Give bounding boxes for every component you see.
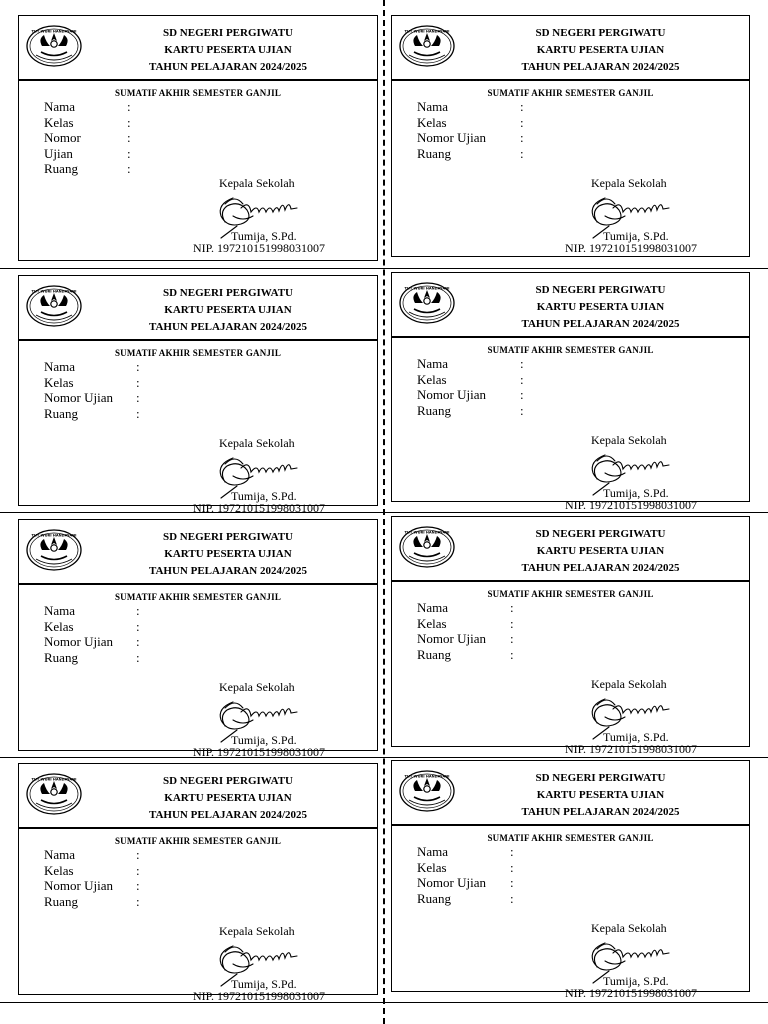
card-title: KARTU PESERTA UJIAN — [164, 44, 292, 56]
school-logo — [26, 285, 82, 327]
card-title: KARTU PESERTA UJIAN — [536, 301, 665, 313]
field-row — [44, 359, 140, 375]
field-label: Kelas — [44, 618, 74, 634]
principal-title: Kepala Sekolah — [591, 433, 667, 447]
participant-fields — [417, 600, 514, 662]
field-label: Ruang — [417, 402, 451, 418]
field-colon: : — [510, 875, 514, 890]
card-title: KARTU PESERTA UJIAN — [536, 44, 665, 56]
field-colon: : — [520, 114, 524, 130]
field-colon: : — [127, 130, 131, 145]
exam-card — [391, 15, 750, 257]
school-name: SD NEGERI PERGIWATU — [163, 775, 293, 787]
card-header — [19, 276, 377, 341]
field-label: Kelas — [417, 114, 447, 130]
field-label: Ruang — [417, 646, 451, 662]
logo-motto: TUT WURI HANDAYANI — [31, 29, 77, 34]
participant-fields — [44, 603, 140, 665]
field-row — [417, 875, 514, 891]
field-colon: : — [510, 859, 514, 875]
school-year: TAHUN PELAJARAN 2024/2025 — [148, 321, 308, 333]
principal-nip: NIP. 197210151998031007 — [565, 742, 698, 756]
field-label: Nama — [417, 600, 449, 615]
school-year: TAHUN PELAJARAN 2024/2025 — [148, 809, 308, 821]
field-label: Nomor — [44, 130, 81, 145]
field-colon: : — [136, 359, 140, 374]
exam-title: SUMATIF AKHIR SEMESTER GANJIL — [487, 589, 654, 599]
principal-nip: NIP. 197210151998031007 — [565, 986, 698, 1000]
field-colon: : — [520, 130, 524, 145]
field-row — [417, 600, 514, 616]
field-label: Nomor Ujian — [44, 634, 113, 649]
field-row — [44, 862, 140, 879]
logo-motto: TUT WURI HANDAYANI — [404, 530, 450, 535]
field-label: Ruang — [44, 893, 78, 909]
principal-name: Tumija, S.Pd. — [603, 730, 669, 744]
field-row — [44, 114, 131, 131]
school-logo — [399, 25, 455, 67]
card-title: KARTU PESERTA UJIAN — [536, 545, 665, 557]
school-logo-icon — [399, 282, 455, 324]
principal-title: Kepala Sekolah — [591, 921, 667, 935]
card-header — [19, 16, 377, 81]
field-label: Nama — [44, 99, 76, 114]
principal-name: Tumija, S.Pd. — [603, 229, 669, 243]
field-label: Kelas — [44, 374, 74, 390]
field-row — [417, 387, 524, 403]
school-logo-icon — [399, 770, 455, 812]
principal-nip: NIP. 197210151998031007 — [193, 989, 326, 1003]
field-colon: : — [510, 844, 514, 859]
field-row — [417, 890, 514, 907]
exam-card — [391, 760, 750, 1000]
field-row — [417, 631, 514, 647]
header-text — [452, 25, 749, 76]
field-colon: : — [136, 649, 140, 665]
field-label: Nomor Ujian — [417, 387, 486, 402]
field-label: Nama — [44, 359, 76, 374]
field-row — [417, 402, 524, 419]
field-row — [417, 844, 514, 860]
school-logo — [26, 25, 82, 67]
card-header — [392, 16, 749, 81]
card-header — [392, 761, 749, 826]
field-row — [44, 161, 131, 177]
card-title: KARTU PESERTA UJIAN — [164, 792, 292, 804]
field-colon: : — [520, 145, 524, 161]
principal-title: Kepala Sekolah — [591, 176, 667, 190]
exam-card — [18, 519, 378, 759]
card-title: KARTU PESERTA UJIAN — [536, 789, 665, 801]
principal-title: Kepala Sekolah — [219, 436, 295, 450]
principal-name: Tumija, S.Pd. — [231, 229, 297, 243]
cut-line-vertical — [383, 0, 385, 1024]
field-row — [44, 847, 140, 863]
field-label: Ruang — [44, 649, 78, 665]
field-colon: : — [520, 371, 524, 387]
field-colon: : — [127, 99, 131, 114]
school-logo-icon — [26, 529, 82, 571]
exam-title: SUMATIF AKHIR SEMESTER GANJIL — [114, 88, 282, 98]
field-colon: : — [136, 374, 140, 390]
card-title: KARTU PESERTA UJIAN — [164, 548, 292, 560]
field-colon: : — [136, 847, 140, 862]
header-text — [79, 529, 377, 580]
field-row — [417, 114, 524, 131]
field-colon: : — [136, 603, 140, 618]
school-logo-icon — [26, 285, 82, 327]
header-text — [452, 282, 749, 333]
field-row — [44, 130, 131, 146]
school-logo-icon — [26, 25, 82, 67]
field-label: Nomor Ujian — [44, 390, 113, 405]
exam-card — [391, 272, 750, 512]
school-name: SD NEGERI PERGIWATU — [535, 284, 666, 296]
participant-fields — [417, 844, 514, 906]
field-colon: : — [520, 356, 524, 371]
logo-motto: TUT WURI HANDAYANI — [31, 289, 77, 294]
field-row — [44, 603, 140, 619]
principal-title: Kepala Sekolah — [219, 924, 295, 938]
logo-motto: TUT WURI HANDAYANI — [404, 774, 450, 779]
principal-nip: NIP. 197210151998031007 — [565, 241, 698, 255]
header-text — [452, 770, 749, 821]
header-text — [79, 25, 377, 76]
participant-fields — [44, 359, 140, 421]
school-logo — [26, 773, 82, 815]
school-name: SD NEGERI PERGIWATU — [535, 27, 666, 39]
participant-fields — [44, 99, 131, 177]
field-colon: : — [510, 646, 514, 662]
field-colon: : — [127, 161, 131, 176]
field-colon: : — [510, 600, 514, 615]
field-label: Ruang — [417, 145, 451, 161]
field-row — [44, 878, 140, 894]
principal-name: Tumija, S.Pd. — [231, 977, 297, 991]
field-colon: : — [136, 862, 140, 878]
field-colon: : — [136, 634, 140, 649]
participant-fields — [44, 847, 140, 909]
field-row — [44, 634, 140, 650]
field-label: Kelas — [417, 615, 447, 631]
field-colon: : — [520, 99, 524, 114]
field-label: Kelas — [417, 371, 447, 387]
header-text — [452, 526, 749, 577]
exam-card — [391, 516, 750, 756]
field-label: Nomor Ujian — [417, 875, 486, 890]
field-label: Kelas — [44, 862, 74, 878]
exam-title: SUMATIF AKHIR SEMESTER GANJIL — [114, 592, 282, 602]
field-row — [44, 374, 140, 391]
field-label: Nama — [417, 844, 449, 859]
logo-motto: TUT WURI HANDAYANI — [404, 29, 450, 34]
exam-title: SUMATIF AKHIR SEMESTER GANJIL — [487, 345, 654, 355]
principal-name: Tumija, S.Pd. — [231, 489, 297, 503]
participant-fields — [417, 356, 524, 418]
field-row — [417, 356, 524, 372]
principal-nip: NIP. 197210151998031007 — [193, 241, 326, 255]
field-label: Ruang — [44, 405, 78, 421]
exam-title: SUMATIF AKHIR SEMESTER GANJIL — [487, 833, 654, 843]
school-name: SD NEGERI PERGIWATU — [535, 772, 666, 784]
field-row — [417, 371, 524, 388]
school-logo — [399, 770, 455, 812]
field-row — [44, 893, 140, 910]
principal-title: Kepala Sekolah — [219, 176, 295, 190]
exam-title: SUMATIF AKHIR SEMESTER GANJIL — [114, 348, 282, 358]
field-label: Kelas — [44, 114, 74, 130]
field-colon: : — [510, 615, 514, 631]
school-logo-icon — [399, 25, 455, 67]
participant-fields — [417, 99, 524, 161]
exam-card — [18, 15, 378, 261]
school-year: TAHUN PELAJARAN 2024/2025 — [521, 562, 680, 574]
principal-name: Tumija, S.Pd. — [603, 974, 669, 988]
field-row — [44, 649, 140, 666]
field-label: Ruang — [44, 161, 78, 176]
field-row — [44, 405, 140, 422]
field-label: Kelas — [417, 859, 447, 875]
card-title: KARTU PESERTA UJIAN — [164, 304, 292, 316]
school-year: TAHUN PELAJARAN 2024/2025 — [148, 61, 308, 73]
field-row — [417, 99, 524, 115]
field-label: Nama — [417, 99, 449, 114]
field-colon: : — [520, 402, 524, 418]
logo-motto: TUT WURI HANDAYANI — [31, 533, 77, 538]
principal-name: Tumija, S.Pd. — [603, 486, 669, 500]
school-logo-icon — [399, 526, 455, 568]
school-logo-icon — [26, 773, 82, 815]
field-label: Nama — [44, 603, 76, 618]
exam-card — [18, 763, 378, 1003]
school-year: TAHUN PELAJARAN 2024/2025 — [521, 61, 680, 73]
field-row — [44, 145, 131, 162]
field-label: Nomor Ujian — [417, 130, 486, 145]
field-label: Nama — [44, 847, 76, 862]
principal-nip: NIP. 197210151998031007 — [193, 745, 326, 759]
exam-title: SUMATIF AKHIR SEMESTER GANJIL — [487, 88, 654, 98]
field-row — [44, 99, 131, 115]
field-label: Nama — [417, 356, 449, 371]
principal-nip: NIP. 197210151998031007 — [565, 498, 698, 512]
header-text — [79, 773, 377, 824]
principal-nip: NIP. 197210151998031007 — [193, 501, 326, 515]
field-label: Ruang — [417, 890, 451, 906]
logo-motto: TUT WURI HANDAYANI — [404, 286, 450, 291]
field-colon: : — [136, 405, 140, 421]
school-logo — [399, 526, 455, 568]
exam-title: SUMATIF AKHIR SEMESTER GANJIL — [114, 836, 282, 846]
field-row — [44, 618, 140, 635]
field-colon: : — [136, 618, 140, 634]
school-name: SD NEGERI PERGIWATU — [163, 531, 293, 543]
school-name: SD NEGERI PERGIWATU — [163, 287, 293, 299]
exam-card — [18, 275, 378, 515]
field-colon: : — [136, 893, 140, 909]
field-colon: : — [136, 390, 140, 405]
field-label: Nomor Ujian — [417, 631, 486, 646]
principal-title: Kepala Sekolah — [591, 677, 667, 691]
logo-motto: TUT WURI HANDAYANI — [31, 777, 77, 782]
field-colon: : — [136, 878, 140, 893]
field-row — [417, 145, 524, 162]
school-logo — [399, 282, 455, 324]
field-row — [417, 859, 514, 876]
school-name: SD NEGERI PERGIWATU — [163, 27, 293, 39]
card-header — [392, 273, 749, 338]
card-header — [19, 764, 377, 829]
school-year: TAHUN PELAJARAN 2024/2025 — [521, 806, 680, 818]
field-row — [417, 130, 524, 146]
field-colon: : — [510, 890, 514, 906]
school-year: TAHUN PELAJARAN 2024/2025 — [148, 565, 308, 577]
field-label: Nomor Ujian — [44, 878, 113, 893]
field-row — [417, 615, 514, 632]
header-text — [79, 285, 377, 336]
school-year: TAHUN PELAJARAN 2024/2025 — [521, 318, 680, 330]
card-header — [19, 520, 377, 585]
field-colon: : — [127, 145, 131, 161]
field-row — [44, 390, 140, 406]
field-row — [417, 646, 514, 663]
field-colon: : — [520, 387, 524, 402]
field-colon: : — [510, 631, 514, 646]
school-logo — [26, 529, 82, 571]
principal-title: Kepala Sekolah — [219, 680, 295, 694]
field-colon: : — [127, 114, 131, 130]
principal-name: Tumija, S.Pd. — [231, 733, 297, 747]
field-label: Ujian — [44, 145, 73, 161]
card-header — [392, 517, 749, 582]
school-name: SD NEGERI PERGIWATU — [535, 528, 666, 540]
